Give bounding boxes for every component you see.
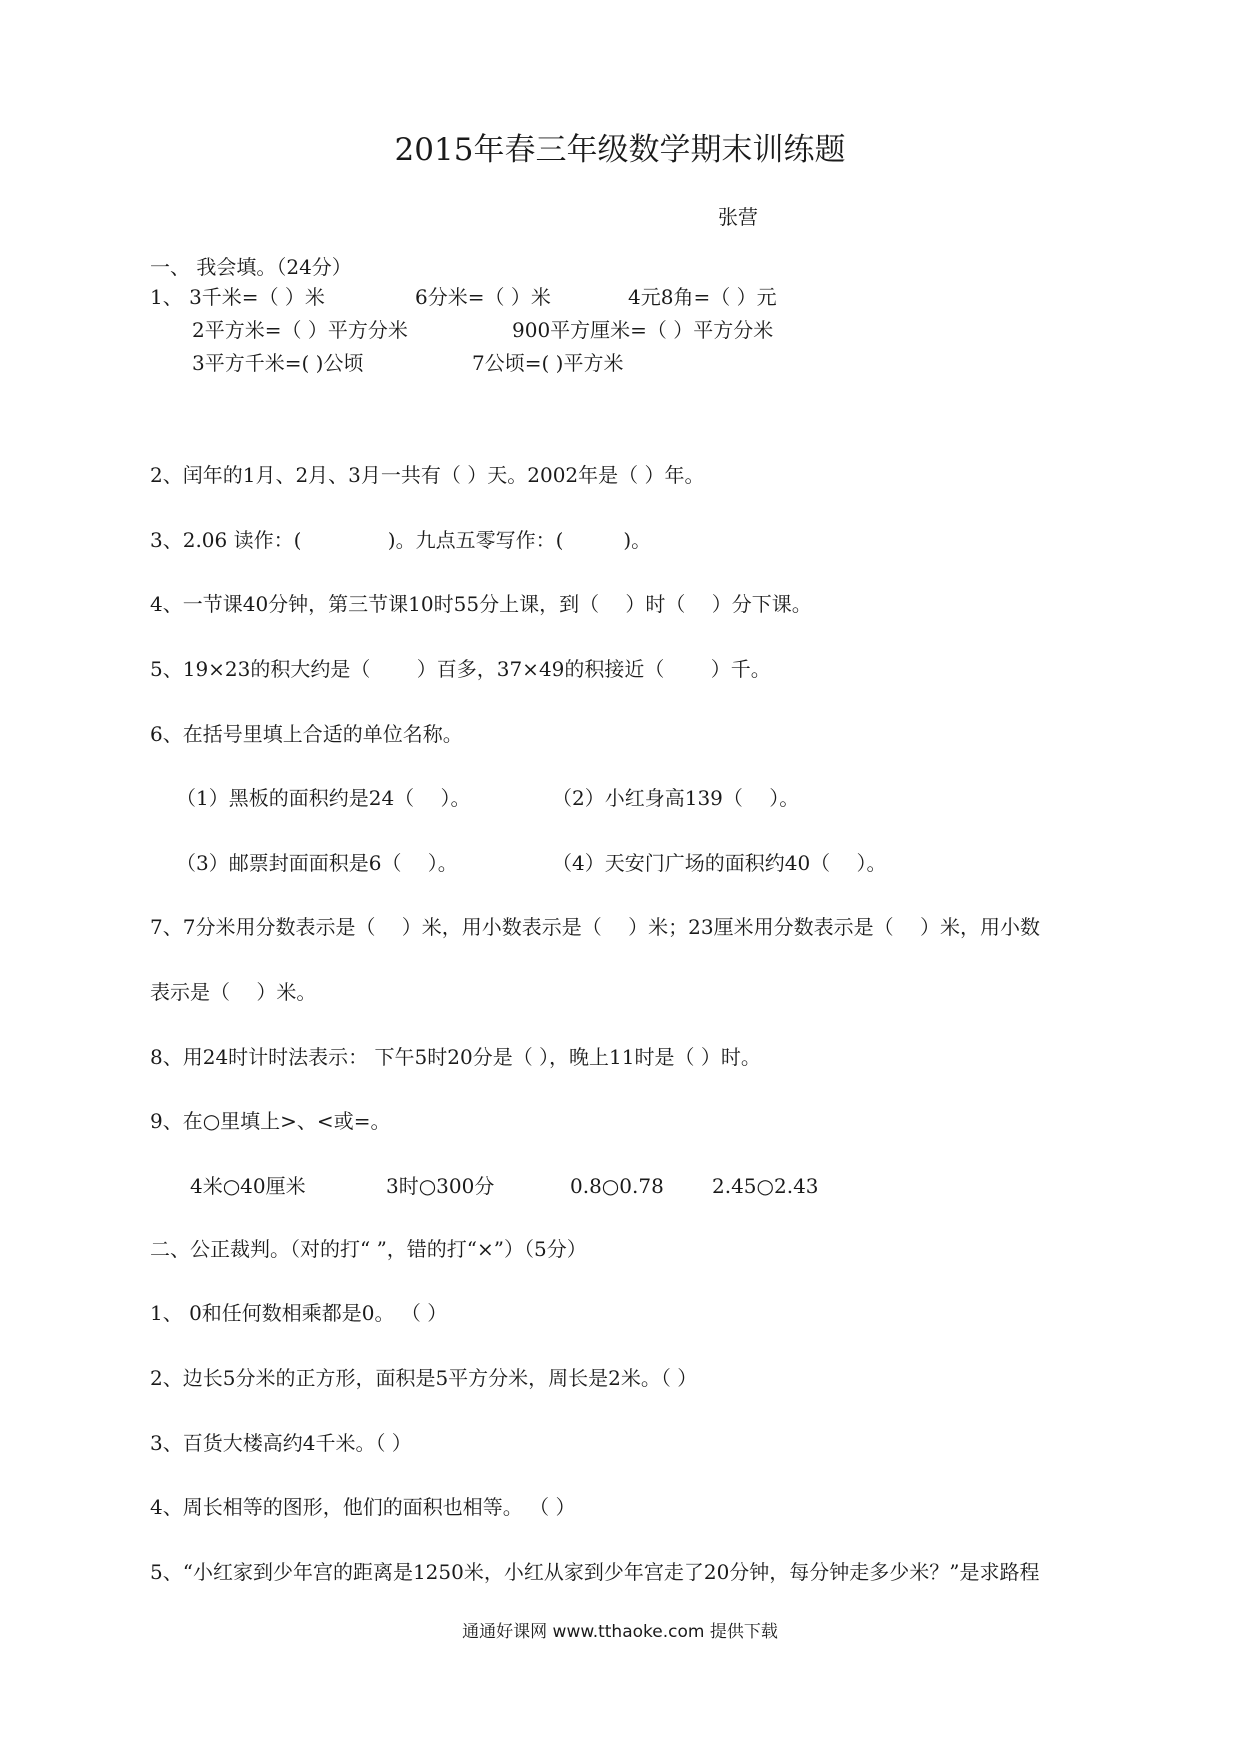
q5: 5、19×23的积大约是（ ）百多，37×49的积接近（ ）千。 xyxy=(150,657,771,681)
q1-item-4: 2平方米=（ ）平方分米 xyxy=(192,318,408,342)
footer-credit: 通通好课网 www.tthaoke.com 提供下载 xyxy=(462,1622,778,1642)
q9-item-3: 0.8○0.78 xyxy=(570,1174,664,1198)
q8: 8、用24时计时法表示： 下午5时20分是（ ），晚上11时是（ ）时。 xyxy=(150,1045,761,1069)
judge-item-3: 3、百货大楼高约4千米。（ ） xyxy=(150,1431,412,1455)
q9-item-4: 2.45○2.43 xyxy=(712,1174,819,1198)
judge-item-1: 1、 0和任何数相乘都是0。 （ ） xyxy=(150,1301,448,1325)
q4: 4、一节课40分钟，第三节课10时55分上课，到（ ）时（ ）分下课。 xyxy=(150,592,812,616)
q1-item-5: 900平方厘米=（ ）平方分米 xyxy=(512,318,774,342)
section1-heading: 一、 我会填。（24分） xyxy=(150,255,352,279)
q3: 3、2.06 读作：( )。九点五零写作：( )。 xyxy=(150,528,652,552)
q6-item-2: （2）小红身高139（ ）。 xyxy=(552,786,800,810)
q1-item-7: 7公顷=( )平方米 xyxy=(472,351,624,375)
q6-item-4: （4）天安门广场的面积约40（ ）。 xyxy=(552,851,887,875)
page-title: 2015年春三年级数学期末训练题 xyxy=(394,132,846,168)
q1-item-2: 6分米=（ ）米 xyxy=(415,285,551,309)
q6-stem: 6、在括号里填上合适的单位名称。 xyxy=(150,722,463,746)
section2-heading: 二、公正裁判。（对的打“ ”，错的打“×”）（5分） xyxy=(150,1237,587,1261)
q7-line-2: 表示是（ ）米。 xyxy=(150,980,317,1004)
author-name: 张营 xyxy=(718,205,758,229)
judge-item-2: 2、边长5分米的正方形，面积是5平方分米，周长是2米。（ ） xyxy=(150,1366,698,1390)
q1-item-3: 4元8角=（ ）元 xyxy=(628,285,777,309)
judge-item-5: 5、“小红家到少年宫的距离是1250米，小红从家到少年宫走了20分钟，每分钟走多少米？”是求路程 xyxy=(150,1560,1040,1584)
q9-item-2: 3时○300分 xyxy=(386,1174,495,1198)
q7-line-1: 7、7分米用分数表示是（ ）米，用小数表示是（ ）米；23厘米用分数表示是（ ）米，用小数 xyxy=(150,915,1040,939)
q2: 2、闰年的1月、2月、3月一共有（ ）天。2002年是（ ）年。 xyxy=(150,463,705,487)
q1-item-6: 3平方千米=( )公顷 xyxy=(192,351,364,375)
q9-item-1: 4米○40厘米 xyxy=(190,1174,306,1198)
q6-item-3: （3）邮票封面面积是6（ ）。 xyxy=(176,851,458,875)
judge-item-4: 4、周长相等的图形，他们的面积也相等。 （ ） xyxy=(150,1495,576,1519)
q1-item-1: 1、 3千米=（ ）米 xyxy=(150,285,325,309)
q6-item-1: （1）黑板的面积约是24（ ）。 xyxy=(176,786,471,810)
q9-stem: 9、在○里填上>、<或=。 xyxy=(150,1109,391,1133)
